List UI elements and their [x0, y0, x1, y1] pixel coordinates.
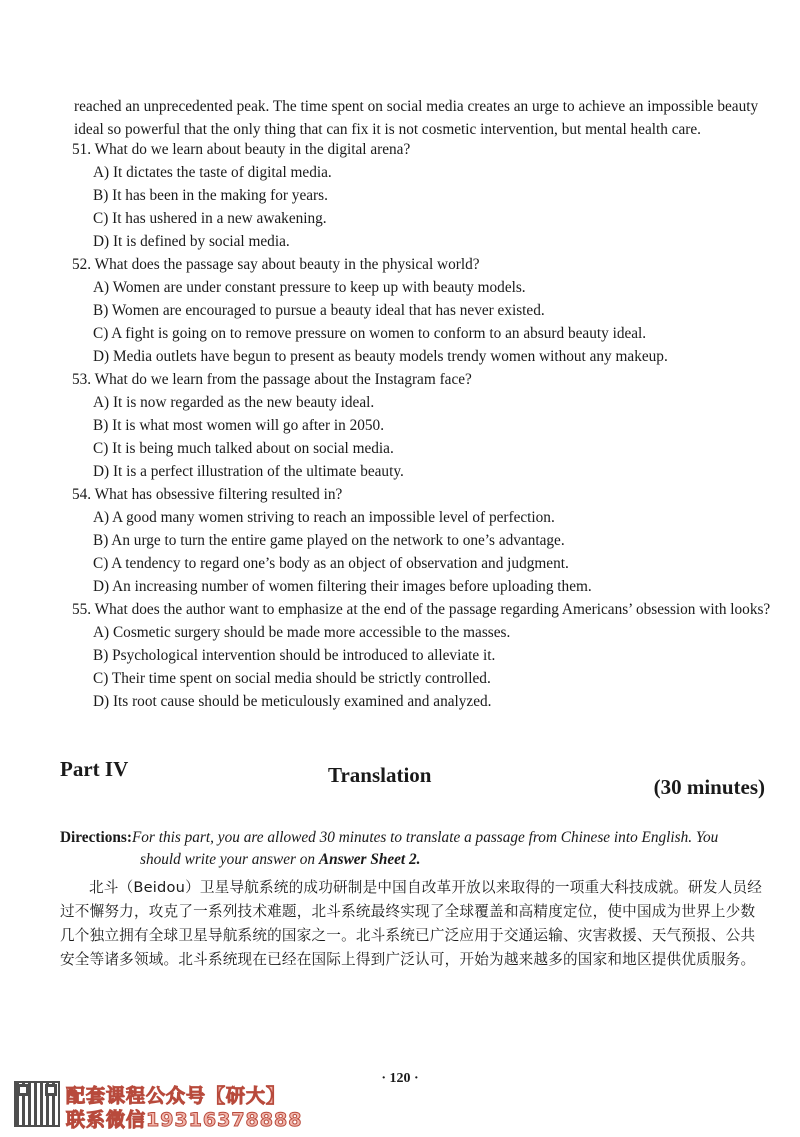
option-b: B) It is what most women will go after in 2050. — [93, 417, 385, 434]
option-a: A) A good many women striving to reach an impossible level of perfection. — [93, 509, 555, 526]
part-time: (30 minutes) — [653, 775, 765, 799]
option-b: B) Women are encouraged to pursue a beauty ideal that has never existed. — [93, 302, 545, 319]
part-label: Part IV — [60, 757, 129, 781]
question-stem: 53. What do we learn from the passage about the Instagram face? — [72, 371, 472, 388]
question-stem: 52. What does the passage say about beauty in the physical world? — [72, 256, 480, 273]
question-54 — [72, 483, 777, 598]
watermark-line-1: 配套课程公众号【研大】 — [66, 1085, 287, 1107]
intro-paragraph: reached an unprecedented peak. The time spent on social media creates an urge to achieve an impossible beauty ideal so powerful that the only thing that can fix it is not cosmetic intervention, but mental health care. — [74, 98, 759, 138]
page-number: · 120 · — [381, 1071, 419, 1086]
option-b: B) It has been in the making for years. — [93, 187, 328, 204]
option-c: C) A fight is going on to remove pressure on women to conform to an absurd beauty ideal. — [93, 325, 647, 342]
option-a: A) Cosmetic surgery should be made more accessible to the masses. — [93, 624, 511, 641]
option-a: A) Women are under constant pressure to keep up with beauty models. — [93, 279, 526, 296]
answer-sheet-emphasis: Answer Sheet 2. — [318, 851, 421, 868]
option-b: B) An urge to turn the entire game played on the network to one’s advantage. — [93, 532, 565, 549]
part-title: Translation — [328, 763, 432, 787]
question-52 — [72, 253, 777, 368]
directions-line-2 — [60, 849, 765, 871]
question-stem: 54. What has obsessive filtering resulted in? — [72, 486, 343, 503]
question-stem: 55. What does the author want to emphasize at the end of the passage regarding Americans’ obsession with looks? — [72, 601, 771, 618]
question-list — [72, 138, 777, 713]
option-d: D) An increasing number of women filtering their images before uploading them. — [93, 578, 592, 595]
option-b: B) Psychological intervention should be introduced to alleviate it. — [93, 647, 496, 664]
chinese-passage: 北斗（Beidou）卫星导航系统的成功研制是中国自改革开放以来取得的一项重大科技成就。研发人员经过不懈努力，攻克了一系列技术难题，北斗系统最终实现了全球覆盖和高精度定位，使中国成为世界上少数几个独立拥有全球卫星导航系统的国家之一。北斗系统已广泛应用于交通运输、灾害救援、天气预报、公共安全等诸多领域。北斗系统现在已经在国际上得到广泛认可，开始为越来越多的国家和地区提供优质服务。 — [60, 879, 763, 968]
option-c: C) A tendency to regard one’s body as an object of observation and judgment. — [93, 555, 569, 572]
option-d: D) It is a perfect illustration of the ultimate beauty. — [93, 463, 404, 480]
directions — [60, 827, 765, 871]
question-51 — [72, 138, 777, 253]
option-c: C) It is being much talked about on social media. — [93, 440, 394, 457]
part-heading — [60, 757, 765, 803]
option-c: C) Their time spent on social media should be strictly controlled. — [93, 670, 491, 687]
qr-code-icon — [14, 1081, 60, 1127]
option-a: A) It dictates the taste of digital media. — [93, 164, 332, 181]
directions-label: Directions: — [60, 829, 132, 846]
option-d: D) Its root cause should be meticulously examined and analyzed. — [93, 693, 492, 710]
option-c: C) It has ushered in a new awakening. — [93, 210, 327, 227]
option-d: D) Media outlets have begun to present as beauty models trendy women without any makeup. — [93, 348, 668, 365]
directions-text-2: should write your answer on — [140, 851, 319, 868]
watermark — [14, 1081, 314, 1133]
option-a: A) It is now regarded as the new beauty ideal. — [93, 394, 375, 411]
option-d: D) It is defined by social media. — [93, 233, 290, 250]
question-55 — [72, 598, 777, 713]
question-stem: 51. What do we learn about beauty in the digital arena? — [72, 141, 411, 158]
question-53 — [72, 368, 777, 483]
directions-text: For this part, you are allowed 30 minutes to translate a passage from Chinese into English. You — [131, 829, 719, 846]
watermark-line-2: 联系微信19316378888 — [66, 1109, 303, 1131]
